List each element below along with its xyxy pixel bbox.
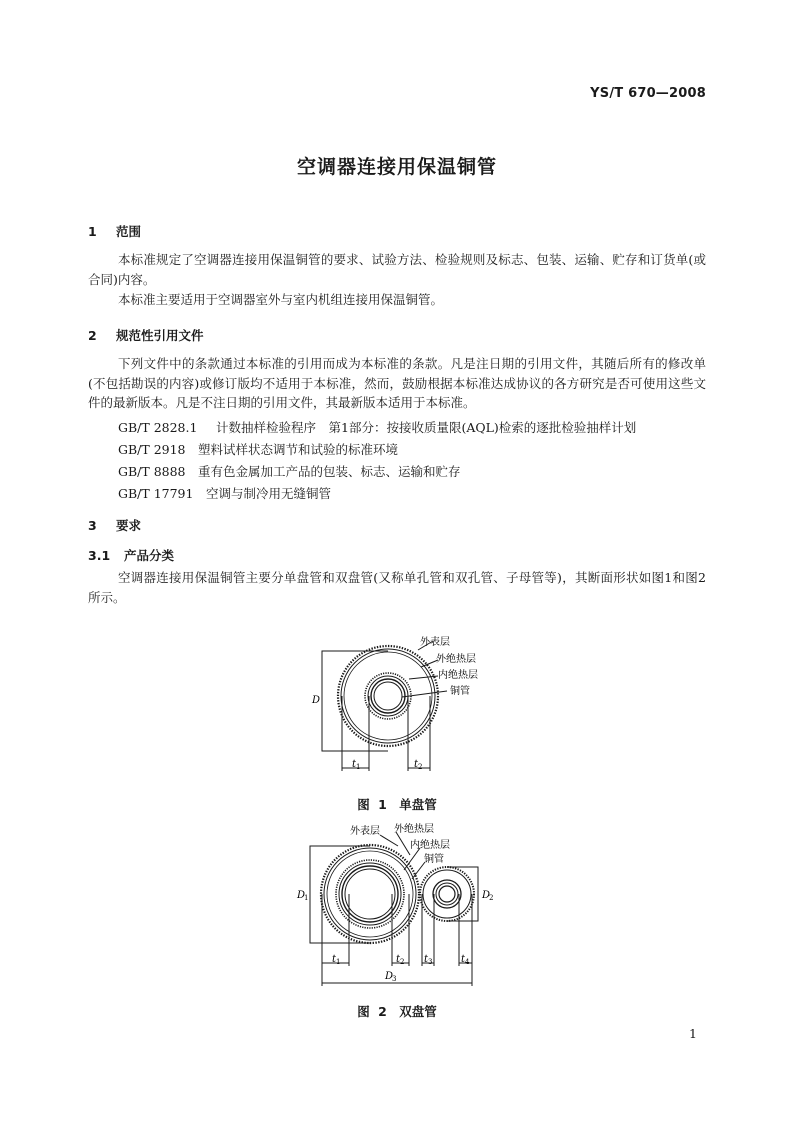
dim-D2-sub: 2: [489, 894, 494, 902]
label-outer-surface: 外表层: [350, 826, 380, 837]
reference-title: 空调与制冷用无缝铜管: [206, 486, 332, 501]
dim-t2: t: [414, 759, 419, 770]
section-3-1-number: 3.1: [88, 548, 111, 563]
dim-D: D: [312, 695, 321, 706]
dim-t1: t: [352, 759, 357, 770]
section-3-title: 要求: [116, 518, 142, 533]
reference-title: 塑料试样状态调节和试验的标准环境: [198, 442, 399, 457]
label-copper-tube: 铜管: [450, 686, 470, 697]
dim-t3: t: [424, 954, 429, 965]
dim-t2-sub: 2: [400, 958, 405, 966]
dim-t4-sub: 4: [465, 958, 470, 966]
section-1-title: 范围: [116, 224, 142, 239]
reference-code: GB/T 17791: [118, 486, 194, 501]
dim-t4: t: [461, 954, 466, 965]
section-3-number: 3: [88, 518, 97, 533]
dim-D3-sub: 3: [392, 975, 397, 983]
dim-D2: D: [482, 890, 491, 901]
normative-paragraph: 下列文件中的条款通过本标准的引用而成为本标准的条款。凡是注日期的引用文件，其随后所有的修改单(不包括勘误的内容)或修订版均不适用于本标准，然而，鼓励根据本标准达成协议的各方研究是否可使用这些文件的最新版本。凡是不注日期的引用文件，其最新版本适用于本标准。: [88, 356, 706, 410]
label-outer-insulation: 外绝热层: [394, 824, 434, 835]
reference-code: GB/T 2918: [118, 442, 186, 457]
dim-D3: D: [385, 971, 394, 982]
dim-D1-sub: 1: [304, 894, 309, 902]
dim-t3-sub: 3: [428, 958, 433, 966]
page-number: 1: [689, 1026, 697, 1041]
dim-t2: t: [396, 954, 401, 965]
dim-t1-sub: 1: [336, 958, 341, 966]
reference-code: GB/T 8888: [118, 464, 186, 479]
dim-t2-sub: 2: [418, 763, 423, 771]
label-inner-insulation: 内绝热层: [410, 840, 450, 851]
section-1-number: 1: [88, 224, 97, 239]
section-2-title: 规范性引用文件: [116, 328, 204, 343]
dim-D1: D: [297, 890, 306, 901]
section-3-1-title: 产品分类: [124, 548, 175, 563]
reference-title: 重有色金属加工产品的包装、标志、运输和贮存: [198, 464, 461, 479]
document-title: 空调器连接用保温铜管: [296, 156, 497, 178]
label-outer-insulation: 外绝热层: [436, 654, 476, 665]
section-2-number: 2: [88, 328, 97, 343]
scope-paragraph-1: 本标准规定了空调器连接用保温铜管的要求、试验方法、检验规则及标志、包装、运输、贮存和订货单(或合同)内容。: [88, 252, 706, 287]
dim-t1-sub: 1: [356, 763, 361, 771]
scope-paragraph-2: 本标准主要适用于空调器室外与室内机组连接用保温铜管。: [118, 292, 444, 307]
label-outer-surface: 外表层: [420, 637, 450, 648]
classification-paragraph: 空调器连接用保温铜管主要分单盘管和双盘管(又称单孔管和双孔管、子母管等)，其断面形状如图1和图2所示。: [88, 570, 706, 605]
reference-title: 计数抽样检验程序 第1部分：按接收质量限(AQL)检索的逐批检验抽样计划: [216, 420, 637, 435]
figure-1-caption: 图 1 单盘管: [357, 797, 437, 812]
standard-code: YS/T 670—2008: [590, 86, 706, 101]
reference-code: GB/T 2828.1: [118, 420, 198, 435]
dim-t1: t: [332, 954, 337, 965]
figure-2-caption: 图 2 双盘管: [357, 1004, 437, 1019]
label-copper-tube: 铜管: [424, 854, 444, 865]
label-inner-insulation: 内绝热层: [438, 670, 478, 681]
